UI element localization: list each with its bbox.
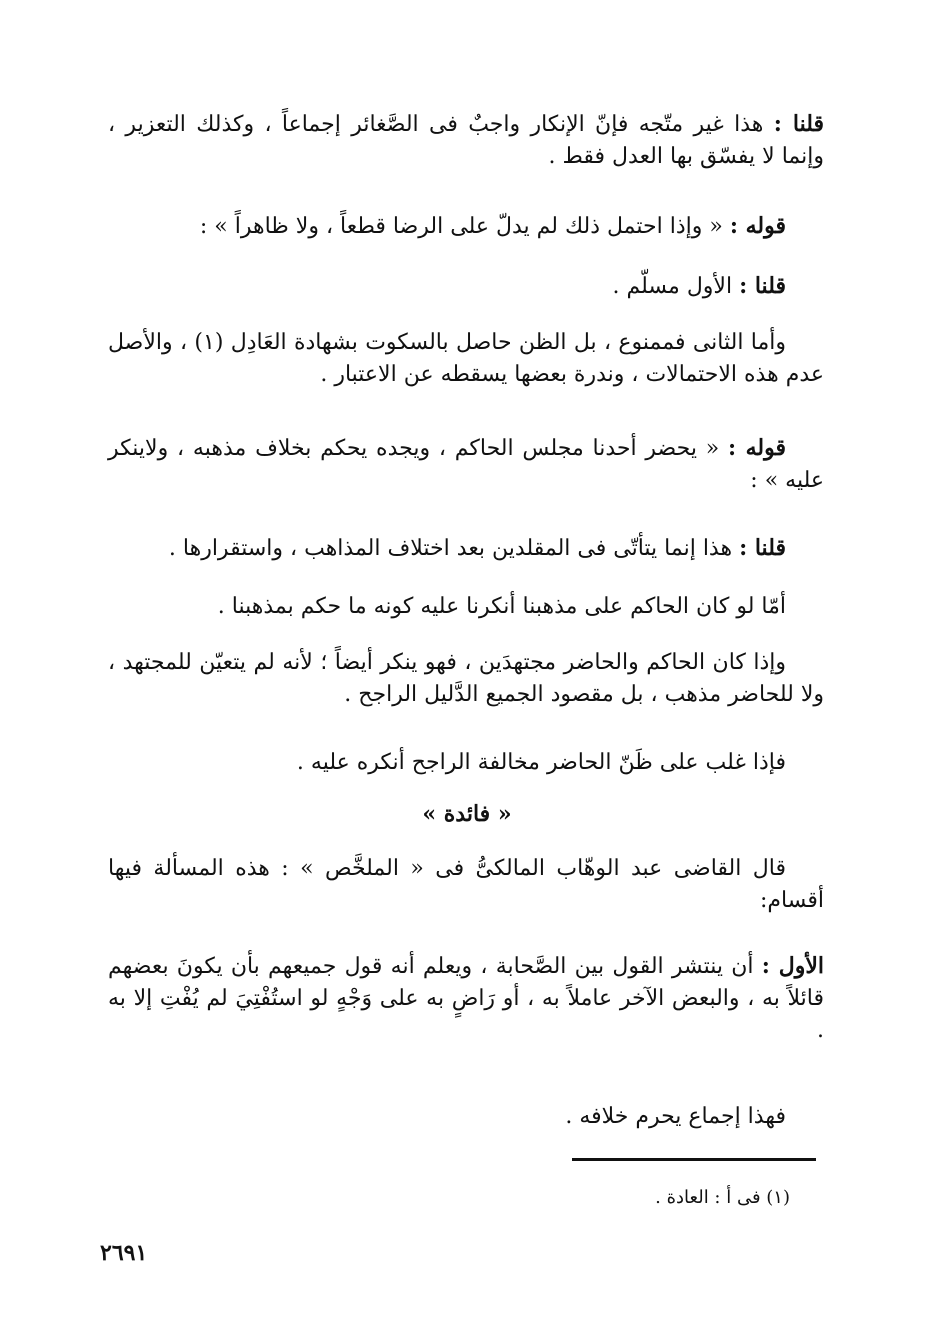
paragraph-text: فإذا غلب على ظَنّ الحاضر مخالفة الراجح أنكره عليه . (296, 750, 786, 775)
paragraph-1 (108, 108, 824, 173)
paragraph-2 (108, 210, 824, 243)
paragraph-lead: قلنا : (739, 273, 786, 299)
footnote: (١) فى أ : العادة . (655, 1187, 790, 1208)
paragraph-9 (108, 746, 824, 779)
paragraph-10 (108, 852, 824, 917)
paragraph-8 (108, 646, 824, 711)
paragraph-6 (108, 532, 824, 565)
paragraph-text: هذا إنما يتأتّى فى المقلدين بعد اختلاف المذاهب ، واستقرارها . (168, 536, 740, 561)
paragraph-lead: قلنا : (773, 111, 825, 137)
paragraph-11 (108, 950, 824, 1047)
paragraph-4 (108, 326, 824, 391)
paragraph-text: وأما الثانى فممنوع ، بل الظن حاصل بالسكوت بشهادة العَادِل (١) ، والأصل عدم هذه الاحتمالات ، وندرة بعضها يسقطه عن الاعتبار . (108, 330, 824, 387)
paragraph-text: وإذا كان الحاكم والحاضر مجتهدَين ، فهو ينكر أيضاً ؛ لأنه لم يتعيّن للمجتهد ، ولا للحاضر مذهب ، بل مقصود الجميع الدَّليل الراجح . (108, 650, 824, 707)
paragraph-lead: قوله : (728, 435, 786, 461)
paragraph-text: « وإذا احتمل ذلك لم يدلّ على الرضا قطعاً ، ولا ظاهراً » : (199, 214, 730, 239)
paragraph-text: « يحضر أحدنا مجلس الحاكم ، ويجده يحكم بخلاف مذهبه ، ولاينكر عليه » : (108, 436, 824, 493)
paragraph-text: الأول مسلّم . (612, 274, 740, 299)
paragraph-7 (108, 590, 824, 623)
paragraph-5 (108, 432, 824, 497)
paragraph-text: فهذا إجماع يحرم خلافه . (565, 1104, 786, 1129)
paragraph-text: قال القاضى عبد الوهّاب المالكىُّ فى « الملخَّص » : هذه المسألة فيها أقسام: (108, 856, 824, 913)
paragraph-text: أن ينتشر القول بين الصَّحابة ، ويعلم أنه قول جميعهم بأن يكونَ بعضهم قائلاً به ، والبعض الآخر عاملاً به ، أو رَاضٍ به على وَجْهٍ لو استُفْتِيَ لم يُفْتِ إلا به . (108, 954, 824, 1043)
paragraph-lead: الأول : (761, 953, 824, 979)
paragraph-12 (108, 1100, 824, 1133)
page-number: ٢٦٩١ (100, 1240, 148, 1266)
paragraph-text: أمّا لو كان الحاكم على مذهبنا أنكرنا عليه كونه ما حكم بمذهبنا . (217, 594, 786, 619)
paragraph-3 (108, 270, 824, 303)
paragraph-lead: قوله : (729, 213, 786, 239)
paragraph-lead: قلنا : (739, 535, 786, 561)
footnote-divider (572, 1158, 816, 1161)
section-heading: « فائدة » (422, 801, 512, 827)
paragraph-text: هذا غير متّجه فإنّ الإنكار واجبٌ فى الصَّغائر إجماعاً ، وكذلك التعزير ، وإنما لا يفسّق بها العدل فقط . (108, 112, 824, 169)
